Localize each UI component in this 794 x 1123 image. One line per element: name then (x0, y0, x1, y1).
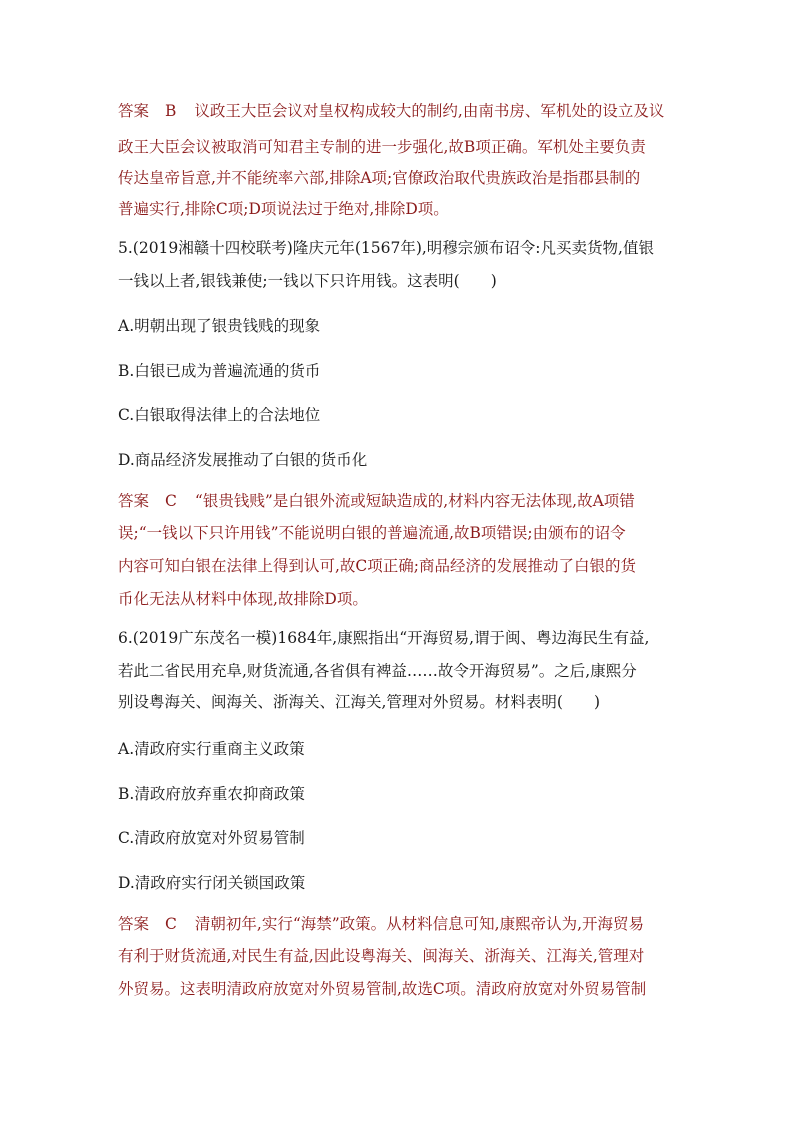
answer-text: 议政王大臣会议对皇权构成较大的制约,由南书房、军机处的设立及议 (194, 102, 665, 120)
answer-1-line-3: 传达皇帝旨意,并不能统率六部,排除A项;官僚政治取代贵族政治是指郡县制的 (118, 169, 641, 187)
question-5-stem-line-1: 5.(2019湘赣十四校联考)隆庆元年(1567年),明穆宗颁布诏令:凡买卖货物,值银 (118, 239, 654, 257)
answer-key: B (165, 102, 177, 120)
answer-key: C (165, 915, 177, 933)
question-6-stem-line-1: 6.(2019广东茂名一模)1684年,康熙指出“开海贸易,谓于闽、粤边海民生有益, (118, 629, 650, 647)
question-5-option-d: D.商品经济发展推动了白银的货币化 (118, 451, 368, 469)
question-6-option-b: B.清政府放弃重农抑商政策 (118, 785, 305, 803)
answer-2-line-2: 误;“一钱以下只许用钱”不能说明白银的普遍流通,故B项错误;由颁布的诏令 (118, 524, 626, 542)
answer-2-line-1 (118, 491, 635, 511)
answer-text: “银贵钱贱”是白银外流或短缺造成的,材料内容无法体现,故A项错 (194, 492, 635, 510)
question-5-option-c: C.白银取得法律上的合法地位 (118, 406, 321, 424)
answer-text: 清朝初年,实行“海禁”政策。从材料信息可知,康熙帝认为,开海贸易 (194, 915, 645, 933)
answer-2-line-4: 币化无法从材料中体现,故排除D项。 (118, 590, 368, 608)
question-6-option-a: A.清政府实行重商主义政策 (118, 740, 305, 758)
question-5-option-b: B.白银已成为普遍流通的货币 (118, 362, 321, 380)
answer-1-line-2: 政王大臣会议被取消可知君主专制的进一步强化,故B项正确。军机处主要负责 (118, 138, 646, 156)
question-6-option-c: C.清政府放宽对外贸易管制 (118, 829, 305, 847)
question-5-stem-line-2: 一钱以上者,银钱兼使;一钱以下只许用钱。这表明( ) (118, 272, 497, 290)
answer-3-line-1 (118, 914, 644, 934)
answer-1-line-4: 普遍实行,排除C项;D项说法过于绝对,排除D项。 (118, 200, 449, 218)
question-6-stem-line-3: 别设粤海关、闽海关、浙海关、江海关,管理对外贸易。材料表明( ) (118, 693, 601, 711)
question-5-option-a: A.明朝出现了银贵钱贱的现象 (118, 317, 321, 335)
question-6-option-d: D.清政府实行闭关锁国政策 (118, 874, 306, 892)
question-6-stem-line-2: 若此二省民用充阜,财货流通,各省俱有裨益……故令开海贸易”。之后,康熙分 (118, 662, 637, 680)
answer-2-line-3: 内容可知白银在法律上得到认可,故C项正确;商品经济的发展推动了白银的货 (118, 557, 637, 575)
answer-label: 答案 (118, 915, 150, 933)
answer-label: 答案 (118, 102, 150, 120)
answer-3-line-3: 外贸易。这表明清政府放宽对外贸易管制,故选C项。清政府放宽对外贸易管制 (118, 980, 647, 998)
answer-3-line-2: 有利于财货流通,对民生有益,因此设粤海关、闽海关、浙海关、江海关,管理对 (118, 947, 645, 965)
answer-label: 答案 (118, 492, 150, 510)
answer-1-line-1 (118, 101, 664, 121)
answer-key: C (165, 492, 177, 510)
